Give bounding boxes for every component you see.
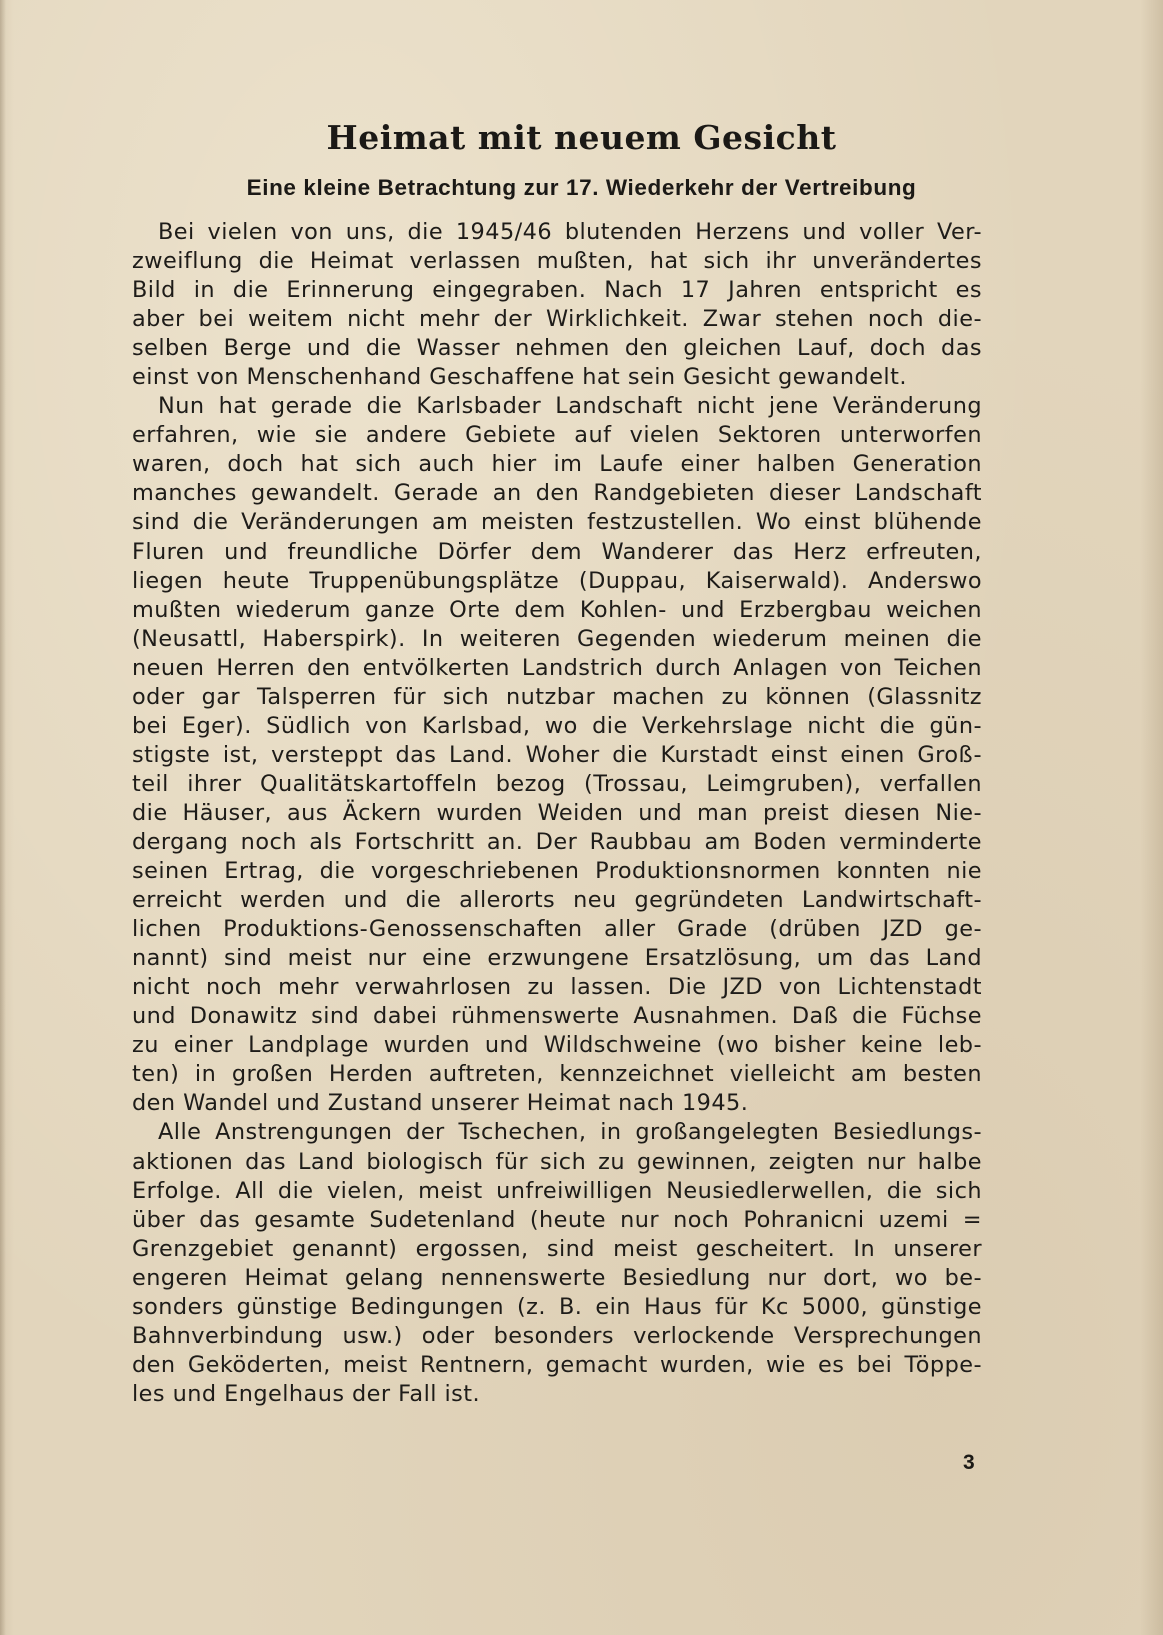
- article-body: [132, 218, 982, 1409]
- paragraph-3: [132, 1118, 982, 1408]
- text-line: erreicht werden und die allerorts neu gegründeten Landwirtschaft-: [132, 887, 982, 914]
- text-line: mußten wiederum ganze Orte dem Kohlen- und Erzbergbau weichen: [132, 596, 982, 623]
- text-line: seinen Ertrag, die vorgeschriebenen Produktionsnormen konnten nie: [132, 858, 982, 885]
- text-line: oder gar Talsperren für sich nutzbar machen zu können (Glassnitz: [132, 683, 982, 710]
- text-line: manches gewandelt. Gerade an den Randgebieten dieser Landschaft: [132, 480, 982, 507]
- text-line: bei Eger). Südlich von Karlsbad, wo die Verkehrslage nicht die gün-: [132, 712, 982, 739]
- text-line: ten) in großen Herden auftreten, kennzeichnet vielleicht am besten: [132, 1061, 982, 1088]
- page-number: 3: [963, 1451, 975, 1474]
- text-line: aktionen das Land biologisch für sich zu gewinnen, zeigten nur halbe: [132, 1148, 982, 1175]
- text-line: nicht noch mehr verwahrlosen zu lassen. Die JZD von Lichtenstadt: [132, 974, 982, 1001]
- text-line: die Häuser, aus Äckern wurden Weiden und man preist diesen Nie-: [132, 799, 982, 826]
- text-line: den Geköderten, meist Rentnern, gemacht wurden, wie es bei Töppe-: [132, 1351, 982, 1378]
- text-line: sind die Veränderungen am meisten festzustellen. Wo einst blühende: [132, 509, 982, 536]
- text-line: erfahren, wie sie andere Gebiete auf vielen Sektoren unterworfen: [132, 422, 982, 449]
- text-line: stigste ist, versteppt das Land. Woher die Kurstadt einst einen Groß-: [132, 741, 982, 768]
- text-line: Grenzgebiet genannt) ergossen, sind meist gescheitert. In unserer: [132, 1235, 982, 1262]
- text-line: sonders günstige Bedingungen (z. B. ein Haus für Kc 5000, günstige: [132, 1293, 982, 1320]
- text-line: liegen heute Truppenübungsplätze (Duppau, Kaiserwald). Anderswo: [132, 567, 982, 594]
- text-line: einst von Menschenhand Geschaffene hat sein Gesicht gewandelt.: [132, 364, 907, 391]
- text-line: waren, doch hat sich auch hier im Laufe einer halben Generation: [132, 451, 982, 478]
- text-line: zweiflung die Heimat verlassen mußten, hat sich ihr unverändertes: [132, 248, 982, 275]
- text-line: les und Engelhaus der Fall ist.: [132, 1380, 481, 1407]
- text-line: lichen Produktions-Genossenschaften aller Grade (drüben JZD ge-: [132, 916, 982, 943]
- text-line: und Donawitz sind dabei rühmenswerte Ausnahmen. Daß die Füchse: [132, 1003, 982, 1030]
- text-line: Nun hat gerade die Karlsbader Landschaft nicht jene Veränderung: [158, 393, 982, 420]
- text-line: dergang noch als Fortschritt an. Der Raubbau am Boden verminderte: [132, 828, 982, 855]
- text-line: (Neusattl, Haberspirk). In weiteren Gegenden wiederum meinen die: [132, 625, 982, 652]
- text-line: aber bei weitem nicht mehr der Wirklichkeit. Zwar stehen noch die-: [132, 306, 982, 333]
- text-line: über das gesamte Sudetenland (heute nur noch Pohranicni uzemi =: [132, 1206, 982, 1233]
- document-title: Heimat mit neuem Gesicht: [326, 118, 837, 157]
- document-subtitle: Eine kleine Betrachtung zur 17. Wiederkehr der Vertreibung: [246, 175, 917, 200]
- text-line: Bild in die Erinnerung eingegraben. Nach 17 Jahren entspricht es: [132, 277, 982, 304]
- text-line: Alle Anstrengungen der Tschechen, in großangelegten Besiedlungs-: [158, 1119, 982, 1146]
- text-line: teil ihrer Qualitätskartoffeln bezog (Trossau, Leimgruben), verfallen: [132, 770, 982, 797]
- text-line: Erfolge. All die vielen, meist unfreiwilligen Neusiedlerwellen, die sich: [132, 1177, 982, 1204]
- text-line: Fluren und freundliche Dörfer dem Wanderer das Herz erfreuten,: [132, 538, 982, 565]
- text-line: engeren Heimat gelang nennenswerte Besiedlung nur dort, wo be-: [132, 1264, 982, 1291]
- text-line: nannt) sind meist nur eine erzwungene Ersatzlösung, um das Land: [132, 945, 982, 972]
- text-line: zu einer Landplage wurden und Wildschweine (wo bisher keine leb-: [132, 1032, 982, 1059]
- text-line: den Wandel und Zustand unserer Heimat nach 1945.: [132, 1090, 749, 1117]
- text-line: neuen Herren den entvölkerten Landstrich durch Anlagen von Teichen: [132, 654, 982, 681]
- text-line: selben Berge und die Wasser nehmen den gleichen Lauf, doch das: [132, 335, 982, 362]
- paragraph-1: [132, 218, 982, 392]
- text-line: Bahnverbindung usw.) oder besonders verlockende Versprechungen: [132, 1322, 982, 1349]
- page-edge-shadow: [0, 0, 6, 1635]
- paragraph-2: [132, 392, 982, 1118]
- text-line: Bei vielen von uns, die 1945/46 blutenden Herzens und voller Ver-: [158, 219, 982, 245]
